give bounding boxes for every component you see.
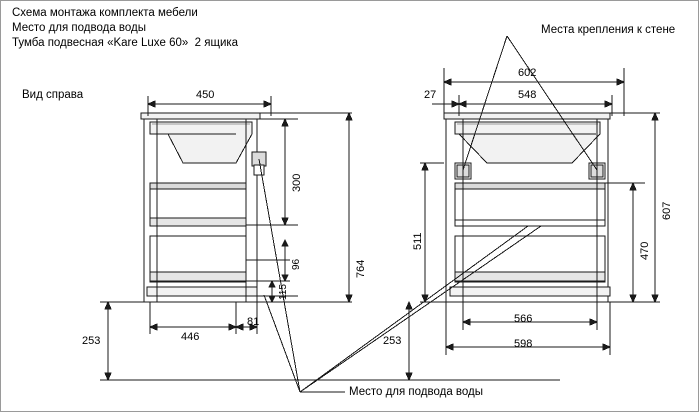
dim-27: 27 <box>424 89 437 101</box>
dim-548: 548 <box>518 89 537 101</box>
title-line-3: Тумба подвесная «Kare Luxe 60» 2 ящика <box>12 37 239 49</box>
dim-96: 96 <box>291 258 302 270</box>
dim-253-left: 253 <box>82 335 101 347</box>
dim-450: 450 <box>196 89 215 101</box>
dim-115: 115 <box>278 284 289 300</box>
dim-566: 566 <box>514 313 533 325</box>
water-supply-annotation: Место для подвода воды <box>349 386 484 398</box>
dim-602: 602 <box>518 67 537 79</box>
title-line-1: Схема монтажа комплекта мебели <box>12 7 198 19</box>
dim-300: 300 <box>291 173 303 192</box>
dim-470: 470 <box>639 241 651 260</box>
dim-81: 81 <box>247 316 260 328</box>
dim-607: 607 <box>661 201 673 220</box>
dim-511: 511 <box>412 232 424 250</box>
dim-764: 764 <box>355 259 367 278</box>
wall-mount-annotation: Места крепления к стене <box>541 24 676 36</box>
dim-598: 598 <box>514 338 533 350</box>
dim-446: 446 <box>181 331 200 343</box>
dim-253-right: 253 <box>383 335 402 347</box>
title-line-2: Место для подвода воды <box>12 22 147 34</box>
view-right-label: Вид справа <box>22 89 84 101</box>
